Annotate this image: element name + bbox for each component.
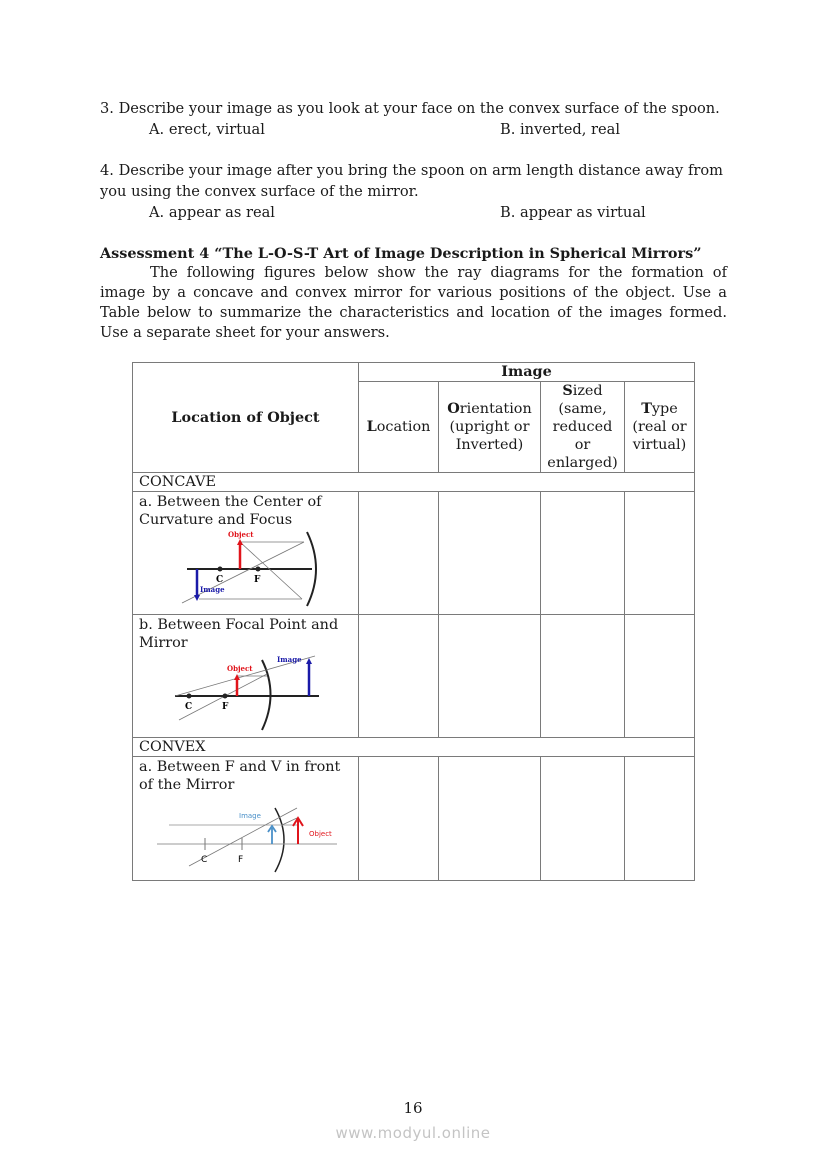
answer-location-cell[interactable] <box>359 492 439 615</box>
svg-text:F: F <box>238 855 244 865</box>
object-location-cell <box>133 757 359 881</box>
table-row <box>133 757 695 881</box>
answer-orientation-cell[interactable] <box>439 492 541 615</box>
svg-text:C: C <box>201 855 208 865</box>
question-3-text: 3. Describe your image as you look at your face on the convex surface of the spoon. <box>100 100 720 117</box>
assessment-instructions-text: The following figures below show the ray diagrams for the formation of image by a concave and convex mirror for various positions of the object. Use a Table below to summarize the characteristics and location of the images formed. Use a separate sheet for your answers. <box>100 264 727 341</box>
question-3-option-b: B. inverted, real <box>500 121 621 138</box>
svg-text:Object: Object <box>227 664 253 673</box>
header-location: Location <box>359 382 439 473</box>
svg-text:F: F <box>254 575 261 585</box>
table-row <box>133 492 695 615</box>
header-type: Type (real or virtual) <box>625 382 695 473</box>
assessment-title: Assessment 4 “The L-O-S-T Art of Image Description in Spherical Mirrors” <box>100 245 702 262</box>
answer-type-cell[interactable] <box>625 492 695 615</box>
svg-text:C: C <box>185 702 193 712</box>
section-concave: CONCAVE <box>133 473 695 492</box>
question-4-option-a: A. appear as real <box>149 204 275 221</box>
table-row <box>133 615 695 738</box>
lost-summary-table <box>132 362 695 881</box>
assessment-instructions <box>100 263 727 343</box>
section-convex: CONVEX <box>133 738 695 757</box>
object-location-cell <box>133 615 359 738</box>
object-location-cell <box>133 492 359 615</box>
answer-type-cell[interactable] <box>625 757 695 881</box>
concave-ray-diagram-b <box>167 652 327 732</box>
question-4-option-b: B. appear as virtual <box>500 204 646 221</box>
header-location-of-object: Location of Object <box>133 363 359 473</box>
answer-size-cell[interactable] <box>541 615 625 738</box>
answer-type-cell[interactable] <box>625 615 695 738</box>
object-location-label: b. Between Focal Point and Mirror <box>139 617 339 651</box>
watermark: www.modyul.online <box>335 1124 491 1142</box>
answer-orientation-cell[interactable] <box>439 757 541 881</box>
svg-text:F: F <box>222 702 229 712</box>
answer-location-cell[interactable] <box>359 615 439 738</box>
svg-text:Object: Object <box>228 530 254 539</box>
header-orientation: Orientation (upright or Inverted) <box>439 382 541 473</box>
svg-text:Image: Image <box>239 812 261 820</box>
answer-size-cell[interactable] <box>541 757 625 881</box>
header-image-group: Image <box>359 363 695 382</box>
header-size: Sized (same, reduced or enlarged) <box>541 382 625 473</box>
svg-text:Image: Image <box>277 655 302 664</box>
svg-text:Object: Object <box>309 830 332 838</box>
answer-orientation-cell[interactable] <box>439 615 541 738</box>
svg-text:Image: Image <box>200 585 225 594</box>
object-location-label: a. Between F and V in front of the Mirror <box>139 759 341 793</box>
question-4-text-line2: you using the convex surface of the mirror. <box>100 183 419 200</box>
question-4-text-line1: 4. Describe your image after you bring the spoon on arm length distance away from <box>100 162 723 179</box>
page-number: 16 <box>403 1099 423 1117</box>
object-location-label: a. Between the Center of Curvature and Focus <box>139 494 322 528</box>
question-3-option-a: A. erect, virtual <box>149 121 265 138</box>
svg-text:C: C <box>216 575 224 585</box>
concave-ray-diagram-a <box>172 529 322 609</box>
answer-size-cell[interactable] <box>541 492 625 615</box>
convex-ray-diagram-a <box>147 800 347 880</box>
answer-location-cell[interactable] <box>359 757 439 881</box>
